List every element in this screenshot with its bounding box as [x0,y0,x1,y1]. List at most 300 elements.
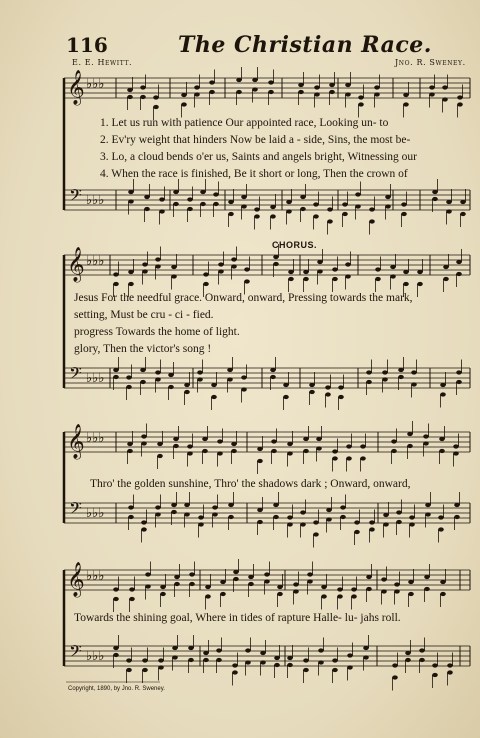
system-2-treble-notehead [456,272,462,276]
system-3-bass-notehead [128,515,134,519]
system-1-treble-notehead [314,85,320,89]
system-4-bass-notehead [318,660,324,664]
system-1-bass-notehead [144,207,150,211]
system-1-treble-clef: 𝄞 [67,70,85,105]
system-1-treble-notehead [181,102,187,106]
system-2-bass-notehead [270,375,276,379]
system-3-bass-notehead [425,503,431,507]
system-4-bass-notehead [216,648,222,652]
page-number: 116 [66,33,108,57]
system-3-bass-notehead [300,522,306,526]
system-2-treble-notehead [456,260,462,264]
system-1-bass-notehead [228,212,234,216]
system-1-bass-notehead [460,212,466,216]
system-3-treble-notehead [127,449,133,453]
system-4-treble-notehead [337,594,343,598]
system-4-treble-notehead [264,572,270,576]
system-3-treble-notehead [202,437,208,441]
system-3-treble-notehead [157,442,163,446]
system-4-treble-notehead [248,575,254,579]
system-4-treble-notehead [307,572,313,576]
system-4-bass-notehead [303,668,309,672]
system-1-bass-notehead [187,197,193,201]
system-3-bass-notehead [171,503,177,507]
system-2-bass-notehead [382,377,388,381]
system2-lyric-line-3: progress Towards the home of light. [74,326,240,338]
system-2-treble-notehead [332,267,338,271]
system-4-bass-notehead [260,660,266,664]
verse-2-line: 2. Ev'ry weight that hinders Now be laid a - side, Sins, the most be- [100,134,411,146]
system-2-bass-notehead [211,395,217,399]
system-3-bass-notehead [198,522,204,526]
system-4-treble-notehead [394,582,400,586]
system-2-bass-notehead [411,370,417,374]
system-2-treble-notehead [443,265,449,269]
system-3-bass-notehead [171,510,177,514]
system-2-treble-notehead [403,282,409,286]
system-1-bass-notehead [254,207,260,211]
system-2-treble-notehead [231,257,237,261]
system-3-bass-notehead [369,527,375,531]
system-4-bass-notehead [113,646,119,650]
system-1-treble-notehead [252,78,258,82]
system-1-treble-notehead [429,92,435,96]
system-3-bass-notehead [273,515,279,519]
system-1-bass-notehead [228,200,234,204]
system-4-treble-notehead [408,592,414,596]
system-2-treble-notehead [375,277,381,281]
system-1-bass-notehead [342,202,348,206]
system-3-bass-notehead [409,522,415,526]
system-1-bass-notehead [355,192,361,196]
system-2-treble-notehead [403,270,409,274]
system-2-treble-notehead [273,262,279,266]
system-1-treble-notehead [194,85,200,89]
system-1-treble-notehead [194,92,200,96]
system-3-treble-notehead [391,449,397,453]
system-2-treble-notehead [203,282,209,286]
system-2-treble-clef: 𝄞 [67,247,85,282]
system-1-bass-notehead [355,204,361,208]
system-3-treble-clef: 𝄞 [67,424,85,459]
system-2-bass-notehead [456,370,462,374]
system-4-treble-notehead [293,582,299,586]
system-2-bass-notehead [113,375,119,379]
system-2-treble-key-signature: ♭♭♭ [86,254,105,269]
system-1-treble-notehead [209,90,215,94]
system-3-bass-notehead [128,505,134,509]
system-3-treble-notehead [423,434,429,438]
system-4-treble-notehead [129,587,135,591]
system-3-treble-notehead [231,449,237,453]
system-3-treble-notehead [360,444,366,448]
system-3-bass-notehead [383,513,389,517]
system-2-treble-notehead [155,264,161,268]
system-3-treble-notehead [157,454,163,458]
system-3-bass-notehead [425,512,431,516]
system-4-bass-notehead [419,648,425,652]
system-3-bass-notehead [257,520,263,524]
system-2-bass-notehead [168,385,174,389]
system-1-bass-notehead [300,195,306,199]
system-1-treble-notehead [457,102,463,106]
system-1-treble-notehead [314,92,320,96]
system-2-bass-notehead [197,370,203,374]
system-1-bass-notehead [270,214,276,218]
system-2-treble-notehead [244,279,250,283]
system-4-bass-notehead [318,648,324,652]
system-1-treble-notehead [140,85,146,89]
system-1-bass-notehead [369,219,375,223]
system-3-bass-notehead [257,508,263,512]
system-3-bass-notehead [454,515,460,519]
system-2-bass-notehead [270,368,276,372]
system-4-treble-notehead [351,587,357,591]
system-4-bass-notehead [447,663,453,667]
system-3-bass-clef: 𝄢 [69,498,82,522]
system-2-bass-notehead [126,385,132,389]
system-3-bass-notehead [354,530,360,534]
system-2-bass-notehead [325,392,331,396]
system-4-bass-notehead [274,656,280,660]
system-4-treble-notehead [351,594,357,598]
system-3-treble-notehead [141,434,147,438]
system-1-bass-notehead [173,190,179,194]
system-2-bass-notehead [211,383,217,387]
system-4-bass-notehead [232,663,238,667]
system-3-bass-notehead [228,515,234,519]
system-1-bass-key-signature: ♭♭♭ [86,193,105,208]
verse-4-line: 4. When the race is finished, Be it short or long, Then the crown of [100,168,408,180]
system-4-treble-notehead [366,587,372,591]
system-4-treble-notehead [220,592,226,596]
system-3-bass-notehead [155,512,161,516]
system-4-treble-notehead [424,575,430,579]
system-1-bass-notehead [401,212,407,216]
system-4-bass-notehead [188,658,194,662]
system-2-bass-notehead [227,368,233,372]
system-2-bass-notehead [309,383,315,387]
system-1-bass-notehead [313,202,319,206]
system2-lyric-line-2: setting, Must be cru - ci - fied. [74,309,214,321]
system-2-bass-notehead [456,380,462,384]
system-2-bass-notehead [184,383,190,387]
system-2-bass-notehead [325,385,331,389]
system-2-treble-notehead [332,277,338,281]
system-4-bass-notehead [405,651,411,655]
system-3-bass-notehead [141,527,147,531]
system-4-bass-notehead [245,660,251,664]
system-4-treble-notehead [174,575,180,579]
system-2-treble-notehead [417,270,423,274]
system-3-bass-notehead [198,515,204,519]
system-4-treble-notehead [113,587,119,591]
system-4-bass-notehead [392,663,398,667]
system-3-treble-notehead [316,446,322,450]
system-4-bass-notehead [347,665,353,669]
system-1-treble-notehead [268,80,274,84]
system-2-bass-notehead [227,377,233,381]
composer-credit: Jno. R. Sweney. [395,58,466,67]
system-4-bass-notehead [260,651,266,655]
system-3-bass-notehead [396,510,402,514]
system-4-treble-notehead [440,580,446,584]
system-2-treble-notehead [303,270,309,274]
system-1-bass-notehead [270,205,276,209]
system-1-treble-notehead [236,78,242,82]
system-3-bass-notehead [340,505,346,509]
system-1-treble-notehead [127,95,133,99]
system-4-bass-notehead [203,651,209,655]
system-3-treble-notehead [303,449,309,453]
system-3-bass-notehead [438,515,444,519]
system-1-bass-notehead [286,200,292,204]
system-3-bass-notehead [141,520,147,524]
system-4-treble-notehead [264,579,270,583]
system-1-bass-notehead [241,204,247,208]
system-2-treble-notehead [317,269,323,273]
system-3-treble-notehead [303,437,309,441]
system-4-treble-notehead [381,589,387,593]
system-3-bass-notehead [369,520,375,524]
system-4-treble-notehead [233,570,239,574]
system-2-treble-notehead [218,262,224,266]
system-4-treble-notehead [321,594,327,598]
system-2-treble-notehead [288,270,294,274]
system-1-bass-notehead [460,200,466,204]
system-1-treble-notehead [403,93,409,97]
system-1-bass-notehead [286,209,292,213]
system-3-treble-notehead [173,444,179,448]
system-2-treble-notehead [113,282,119,286]
system-3-treble-notehead [453,444,459,448]
system-4-treble-notehead [205,585,211,589]
system-4-treble-notehead [248,582,254,586]
verse-3-line: 3. Lo, a cloud bends o'er us, Saints and angels bright, Witnessing our [100,151,417,163]
system-2-bass-clef: 𝄢 [69,363,82,387]
system-2-bass-notehead [126,375,132,379]
system-4-treble-notehead [113,597,119,601]
system-2-treble-notehead [171,265,177,269]
system-3-bass-notehead [454,503,460,507]
system-3-treble-notehead [217,451,223,455]
system-2-bass-key-signature: ♭♭♭ [86,371,105,386]
system-3-bass-key-signature: ♭♭♭ [86,506,105,521]
system-4-bass-notehead [158,665,164,669]
system-1-bass-notehead [342,212,348,216]
system-3-bass-notehead [326,508,332,512]
system-1-treble-notehead [252,87,258,91]
system-1-treble-notehead [329,83,335,87]
system-4-treble-notehead [424,587,430,591]
system-3-treble-notehead [257,459,263,463]
system-4-treble-notehead [277,592,283,596]
system-2-treble-notehead [218,269,224,273]
system-2-bass-notehead [168,373,174,377]
system-4-treble-notehead [233,577,239,581]
system-4-bass-notehead [142,658,148,662]
system-1-treble-notehead [209,80,215,84]
system-2-bass-notehead [283,395,289,399]
system-3-treble-notehead [173,437,179,441]
system-3-bass-notehead [340,515,346,519]
system-1-treble-notehead [127,88,133,92]
system-2-bass-notehead [113,368,119,372]
system-2-treble-notehead [128,270,134,274]
system-4-bass-notehead [347,653,353,657]
system-1-bass-notehead [213,192,219,196]
system-3-treble-notehead [257,447,263,451]
system-1-treble-notehead [374,92,380,96]
system-3-treble-notehead [316,437,322,441]
system-1-bass-notehead [128,190,134,194]
system-2-bass-notehead [184,390,190,394]
system-4-treble-notehead [145,572,151,576]
system-3-bass-notehead [212,512,218,516]
system-1-bass-notehead [432,197,438,201]
system-4-treble-notehead [160,592,166,596]
system-1-bass-notehead [327,219,333,223]
system-4-treble-notehead [205,594,211,598]
system-1-bass-notehead [432,190,438,194]
system-1-bass-notehead [313,214,319,218]
system-3-treble-notehead [127,442,133,446]
system-3-treble-notehead [217,439,223,443]
system-4-bass-notehead [216,658,222,662]
system-4-bass-notehead [363,646,369,650]
system-2-bass-notehead [338,395,344,399]
system-2-bass-notehead [411,382,417,386]
system-3-treble-notehead [141,441,147,445]
system-3-treble-notehead [346,444,352,448]
system-2-treble-notehead [244,267,250,271]
system-4-bass-notehead [432,663,438,667]
system-1-bass-notehead [213,202,219,206]
system-4-bass-notehead [172,646,178,650]
system-4-bass-notehead [126,658,132,662]
system-2-bass-notehead [155,377,161,381]
system-2-bass-notehead [366,370,372,374]
verse-1-line: 1. Let us run with patience Our appointed race, Looking un- to [100,117,389,129]
system-3-treble-notehead [271,439,277,443]
system-3-treble-notehead [439,449,445,453]
system-4-bass-notehead [405,658,411,662]
system-3-treble-notehead [287,451,293,455]
copyright-notice: Copyright, 1890, by Jno. R. Sweney. [68,686,165,692]
system-2-bass-notehead [309,390,315,394]
system-2-treble-notehead [317,260,323,264]
system-1-bass-notehead [446,209,452,213]
system-2-treble-notehead [303,277,309,281]
system-2-treble-notehead [390,274,396,278]
system-2-treble-notehead [390,265,396,269]
system-3-treble-notehead [360,456,366,460]
system-2-bass-notehead [197,377,203,381]
system-2-treble-notehead [231,264,237,268]
system-2-treble-notehead [273,255,279,259]
system-4-treble-notehead [381,577,387,581]
system-2-treble-notehead [375,267,381,271]
system-3-bass-notehead [438,527,444,531]
system3-lyric-line: Thro' the golden sunshine, Thro' the shadows dark ; Onward, onward, [90,478,411,490]
system-2-bass-notehead [283,383,289,387]
system-2-treble-notehead [443,277,449,281]
system-4-bass-notehead [287,663,293,667]
system-3-bass-notehead [184,503,190,507]
system-4-bass-notehead [232,670,238,674]
system-2-treble-notehead [142,269,148,273]
system-4-bass-notehead [158,658,164,662]
system-4-bass-notehead [188,646,194,650]
system-2-bass-notehead [366,380,372,384]
system-4-treble-key-signature: ♭♭♭ [86,569,105,584]
system-3-treble-notehead [187,444,193,448]
system-4-treble-notehead [129,597,135,601]
system-1-treble-notehead [236,90,242,94]
system-1-bass-notehead [369,207,375,211]
system-1-bass-notehead [385,204,391,208]
system-1-treble-notehead [457,95,463,99]
system-3-bass-notehead [212,505,218,509]
system-4-treble-notehead [189,572,195,576]
system-2-bass-notehead [140,368,146,372]
system-1-treble-notehead [329,90,335,94]
system-1-bass-notehead [128,199,134,203]
system-2-bass-notehead [440,383,446,387]
system-2-bass-notehead [241,387,247,391]
system-4-treble-notehead [220,580,226,584]
system-3-treble-key-signature: ♭♭♭ [86,431,105,446]
system-3-treble-notehead [407,432,413,436]
system-1-treble-notehead [153,105,159,109]
system-4-treble-notehead [277,585,283,589]
system-3-treble-notehead [453,451,459,455]
system-3-treble-notehead [187,451,193,455]
system-2-treble-notehead [288,277,294,281]
system-1-treble-notehead [442,85,448,89]
system-1-treble-notehead [345,92,351,96]
system-3-treble-notehead [287,442,293,446]
system2-lyric-line-4: glory, Then the victor's song ! [74,343,212,355]
system-3-bass-notehead [383,522,389,526]
system-4-bass-notehead [303,658,309,662]
system-4-bass-notehead [126,668,132,672]
system-2-bass-notehead [155,370,161,374]
system-3-treble-notehead [332,456,338,460]
system-2-treble-notehead [417,282,423,286]
system-2-treble-notehead [142,262,148,266]
system-1-treble-notehead [358,102,364,106]
system-1-bass-notehead [159,197,165,201]
system-4-treble-clef: 𝄞 [67,562,85,597]
system-1-bass-notehead [385,195,391,199]
system-2-treble-notehead [113,272,119,276]
system-3-bass-notehead [155,505,161,509]
system-4-treble-notehead [337,587,343,591]
chorus-label: CHORUS. [272,240,318,250]
system-4-bass-notehead [274,663,280,667]
system-4-bass-notehead [447,670,453,674]
system-3-bass-notehead [396,520,402,524]
system-4-treble-notehead [408,580,414,584]
system-1-bass-notehead [254,214,260,218]
system-1-treble-notehead [298,90,304,94]
system-4-treble-notehead [366,575,372,579]
system-4-treble-notehead [160,585,166,589]
system-4-treble-notehead [145,584,151,588]
system-4-bass-notehead [287,656,293,660]
system-1-bass-notehead [159,209,165,213]
